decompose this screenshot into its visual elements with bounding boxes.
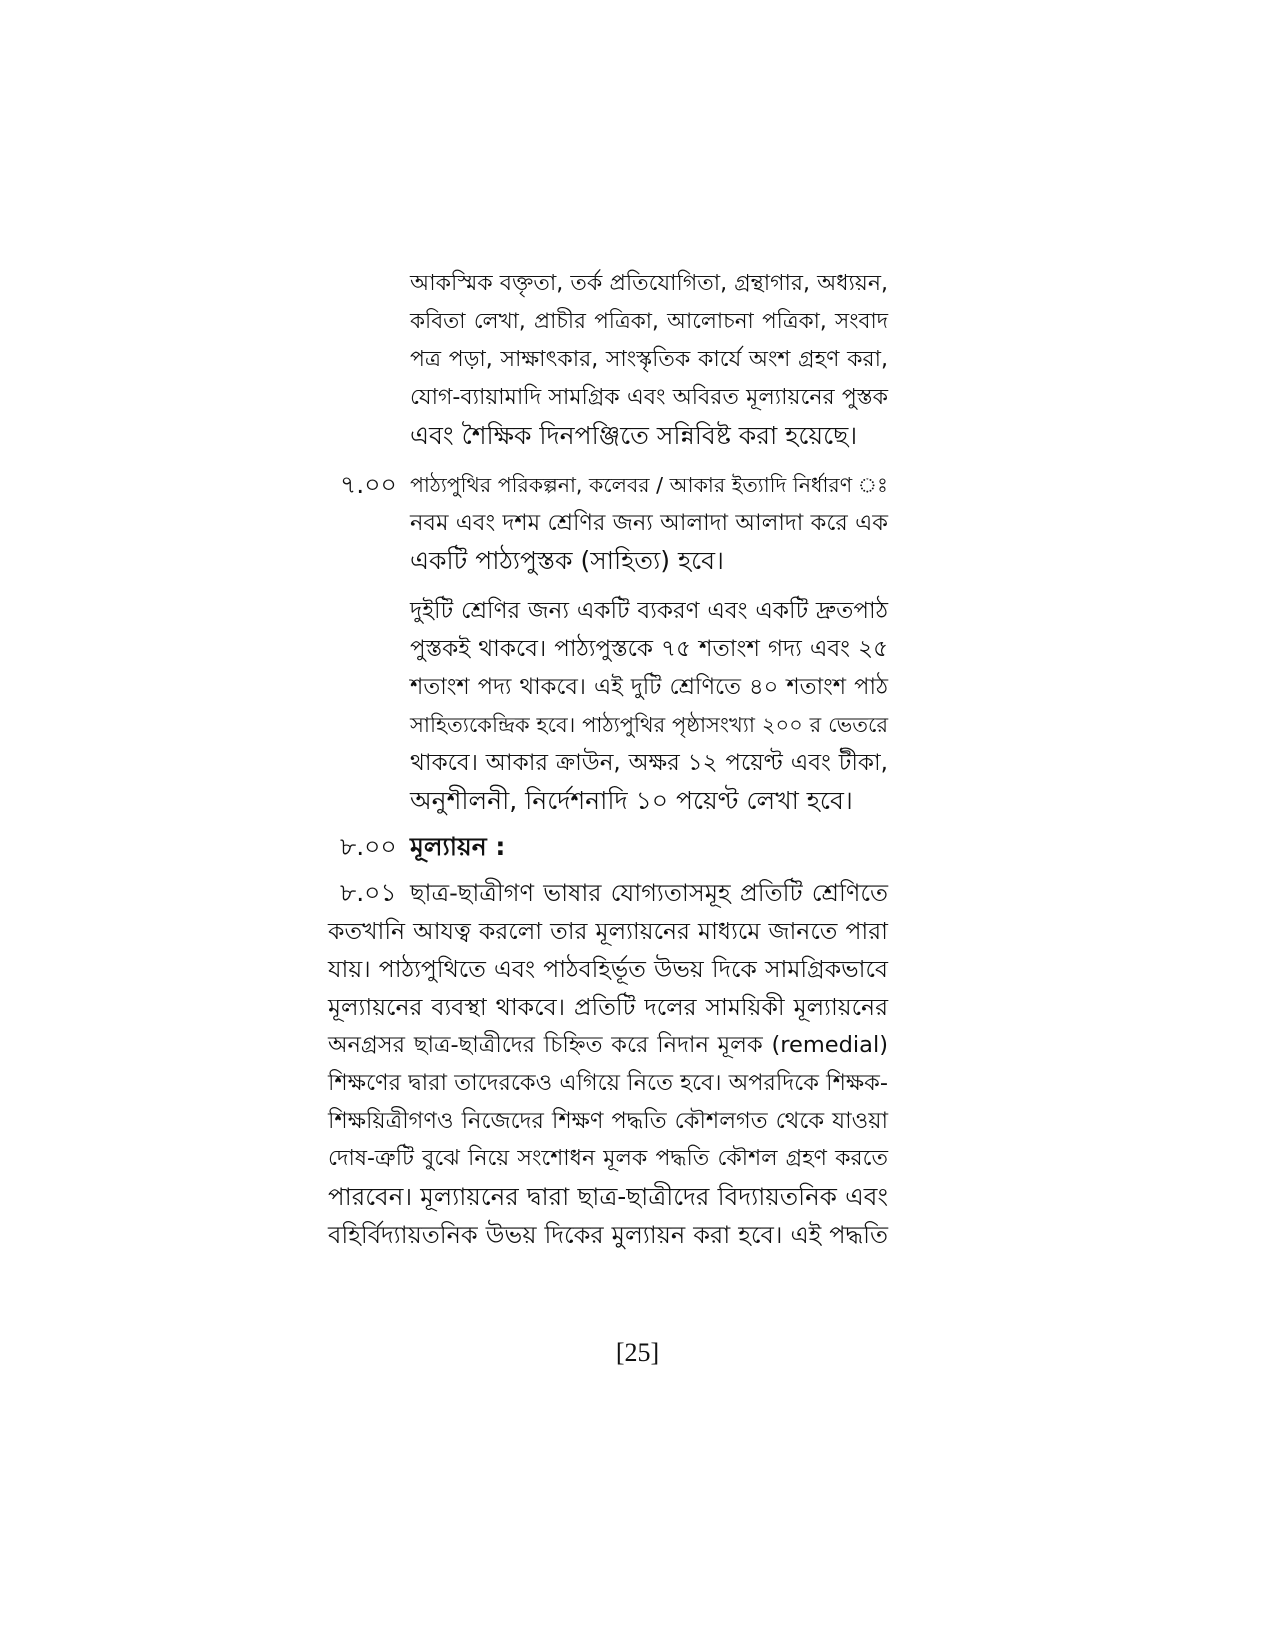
section-line: মূল্যায়নের ব্যবস্থা থাকবে। প্রতিটি দলের সাময়িকী মূল্যায়নের (328, 993, 888, 1021)
section-number: ৮.০১ (340, 878, 397, 907)
section-number: ৮.০০ (340, 832, 397, 861)
intro-line: এবং শৈক্ষিক দিনপঞ্জিতে সন্নিবিষ্ট করা হয়েছে। (410, 421, 858, 450)
section-line: কতখানি আযত্ব করলো তার মূল্যায়নের মাধ্যমে জানতে পারা (328, 917, 888, 945)
section-line: অনুশীলনী, নির্দেশনাদি ১০ পয়েণ্ট লেখা হবে। (410, 786, 853, 815)
section-line: বহির্বিদ্যায়তনিক উভয় দিকের মুল্যায়ন করা হবে। এই পদ্ধতি (328, 1221, 888, 1249)
section-line: যায়। পাঠ্যপুথিতে এবং পাঠবহির্ভূত উভয় দিকে সামগ্রিকভাবে (328, 955, 888, 983)
section-line: পুস্তকই থাকবে। পাঠ্যপুস্তকে ৭৫ শতাংশ গদ্য এবং ২৫ (410, 636, 888, 662)
section-line: ছাত্র-ছাত্রীগণ ভাষার যোগ্যতাসমূহ প্রতিটি শ্রেণিতে (410, 879, 888, 907)
section-number: ৭.০০ (340, 470, 397, 499)
section-line: থাকবে। আকার ক্রাউন, অক্ষর ১২ পয়েণ্ট এবং টীকা, (410, 750, 888, 776)
intro-line: কবিতা লেখা, প্রাচীর পত্রিকা, আলোচনা পত্রিকা, সংবাদ (410, 309, 888, 334)
section-line: দোষ-ত্রুটি বুঝে নিয়ে সংশোধন মূলক পদ্ধতি কৌশল গ্রহণ করতে (328, 1146, 888, 1171)
section-heading: মূল্যায়ন : (410, 832, 506, 861)
section-line: শিক্ষয়িত্রীগণও নিজেদের শিক্ষণ পদ্ধতি কৌশলগত থেকে যাওয়া (328, 1108, 888, 1134)
intro-line: যোগ-ব্যায়ামাদি সামগ্রিক এবং অবিরত মূল্যায়নের পুস্তক (410, 385, 888, 410)
intro-line: পত্র পড়া, সাক্ষাৎকার, সাংস্কৃতিক কার্যে অংশ গ্রহণ করা, (410, 347, 888, 372)
section-line: পারবেন। মূল্যায়নের দ্বারা ছাত্র-ছাত্রীদের বিদ্যায়তনিক এবং (328, 1182, 888, 1211)
section-line: অনগ্রসর ছাত্র-ছাত্রীদের চিহ্নিত করে নিদান মূলক (remedial) (328, 1032, 888, 1058)
section-line: সাহিত্যকেন্দ্রিক হবে। পাঠ্যপুথির পৃষ্ঠাসংখ্যা ২০০ র ভেতরে (410, 713, 888, 737)
intro-line: আকস্মিক বক্তৃতা, তর্ক প্রতিযোগিতা, গ্রন্থাগার, অধ্যয়ন, (410, 271, 888, 296)
section-line: পাঠ্যপুথির পরিকল্পনা, কলেবর / আকার ইত্যাদি নির্ধারণ ঃ (410, 473, 888, 497)
section-line: শিক্ষণের দ্বারা তাদেরকেও এগিয়ে নিতে হবে। অপরদিকে শিক্ষক- (328, 1070, 888, 1096)
section-line: একটি পাঠ্যপুস্তক (সাহিত্য) হবে। (410, 546, 724, 575)
page-number: [25] (615, 1338, 660, 1367)
section-line: শতাংশ পদ্য থাকবে। এই দুটি শ্রেণিতে ৪০ শতাংশ পাঠ (410, 674, 888, 700)
section-line: নবম এবং দশম শ্রেণির জন্য আলাদা আলাদা করে এক (410, 510, 888, 536)
section-line: দুইটি শ্রেণির জন্য একটি ব্যকরণ এবং একটি দ্রুতপাঠ (410, 598, 888, 624)
